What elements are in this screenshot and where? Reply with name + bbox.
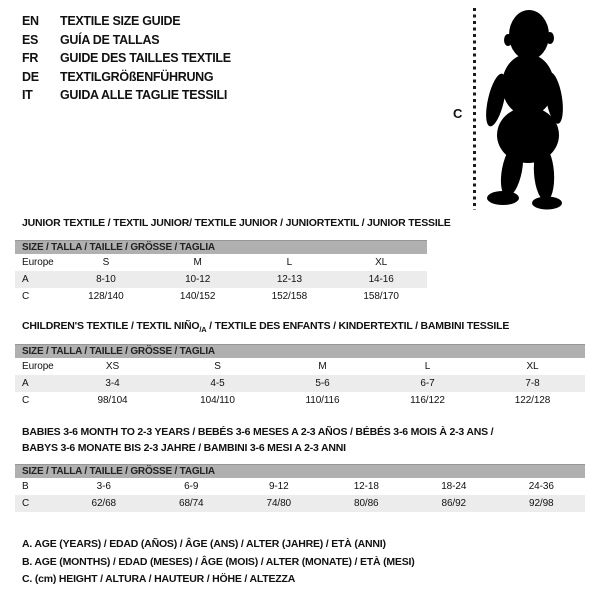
table-row	[15, 254, 427, 271]
row-label: Europe	[22, 257, 54, 268]
size-cell: XS	[105, 361, 120, 372]
title-line: BABIES 3-6 MONTH TO 2-3 YEARS / BEBÉS 3-6 MESES A 2-3 AÑOS / BÉBÉS 3-6 MOIS À 2-3 ANS /	[22, 426, 494, 438]
size-cell: 158/170	[363, 291, 399, 302]
language-row	[22, 68, 231, 87]
junior-table-title: JUNIOR TEXTILE / TEXTIL JUNIOR/ TEXTILE JUNIOR / JUNIORTEXTIL / JUNIOR TESSILE	[22, 217, 451, 229]
babies-size-table	[15, 464, 585, 512]
footnote-height: C. (cm) HEIGHT / ALTURA / HAUTEUR / HÖHE / ALTEZZA	[22, 573, 296, 585]
size-cell: XL	[526, 361, 539, 372]
language-row	[22, 31, 231, 50]
language-row	[22, 12, 231, 31]
table-row	[15, 288, 427, 305]
language-code: EN	[22, 14, 39, 28]
row-label: C	[22, 498, 30, 509]
language-code: DE	[22, 69, 39, 84]
language-title: TEXTILE SIZE GUIDE	[60, 14, 181, 28]
title-subscript: /A	[199, 325, 207, 335]
language-code: IT	[22, 88, 33, 102]
size-cell: 80/86	[353, 498, 379, 509]
childrens-table-title	[22, 319, 509, 338]
table-row	[15, 375, 585, 392]
height-measure-dashed-line	[473, 8, 476, 210]
size-header-bar: SIZE / TALLA / TAILLE / GRÖSSE / TAGLIA	[15, 240, 427, 254]
babies-table-title	[22, 425, 493, 456]
row-label: C	[22, 291, 30, 302]
table-row	[15, 392, 585, 409]
row-label: A	[22, 274, 29, 285]
size-cell: 7-8	[525, 378, 540, 389]
title-text: / TEXTILE DES ENFANTS / KINDERTEXTIL / BAMBINI TESSILE	[206, 320, 510, 332]
size-cell: 92/98	[528, 498, 554, 509]
row-label: C	[22, 395, 30, 406]
language-title: GUIDE DES TAILLES TEXTILE	[60, 51, 231, 65]
size-cell: M	[318, 361, 327, 372]
language-row	[22, 86, 231, 105]
size-cell: 68/74	[178, 498, 204, 509]
size-cell: 14-16	[368, 274, 394, 285]
size-cell: 128/140	[88, 291, 124, 302]
row-label: B	[22, 481, 29, 492]
table-row	[15, 495, 585, 512]
size-cell: 24-36	[528, 481, 554, 492]
footnote-age-months: B. AGE (MONTHS) / EDAD (MESES) / ÂGE (MOIS) / ALTER (MONATE) / ETÀ (MESI)	[22, 555, 415, 568]
footnote-age-years: A. AGE (YEARS) / EDAD (AÑOS) / ÂGE (ANS) / ALTER (JAHRE) / ETÀ (ANNI)	[22, 538, 386, 550]
size-cell: 9-12	[268, 481, 289, 492]
size-cell: 122/128	[514, 395, 551, 406]
size-cell: 5-6	[315, 378, 330, 389]
table-row	[15, 358, 585, 375]
language-code: FR	[22, 51, 39, 65]
legend-footnotes	[22, 536, 415, 589]
size-cell: 152/158	[271, 291, 308, 302]
size-cell: 3-6	[96, 481, 111, 492]
size-header-bar: SIZE / TALLA / TAILLE / GRÖSSE / TAGLIA	[15, 344, 585, 358]
title-text: CHILDREN'S TEXTILE / TEXTIL NIÑO	[22, 320, 200, 332]
size-cell: S	[102, 257, 110, 268]
baby-silhouette-icon	[479, 8, 575, 212]
size-cell: 12-18	[353, 481, 379, 492]
size-cell: 86/92	[441, 498, 467, 509]
size-cell: 62/68	[91, 498, 117, 509]
title-line: BABYS 3-6 MONATE BIS 2-3 JAHRE / BAMBINI 3-6 MESI A 2-3 ANNI	[22, 441, 346, 454]
size-cell: M	[193, 257, 202, 268]
size-cell: 110/116	[305, 395, 340, 406]
size-cell: 10-12	[185, 274, 211, 285]
language-title: GUIDA ALLE TAGLIE TESSILI	[60, 88, 228, 102]
height-measure-label: C	[453, 106, 463, 121]
language-code: ES	[22, 32, 39, 47]
language-title-list	[22, 12, 231, 105]
size-cell: 12-13	[276, 274, 302, 285]
language-title: GUÍA DE TALLAS	[60, 32, 160, 47]
row-label: Europe	[22, 361, 54, 372]
language-title: TEXTILGRÖßENFÜHRUNG	[60, 69, 214, 84]
language-row	[22, 49, 231, 68]
size-cell: 8-10	[96, 274, 116, 285]
size-cell: S	[214, 361, 221, 372]
size-cell: 98/104	[97, 395, 128, 406]
size-cell: 6-9	[184, 481, 199, 492]
size-cell: 104/110	[200, 395, 235, 406]
junior-size-table	[15, 240, 427, 305]
size-cell: 74/80	[266, 498, 292, 509]
size-cell: XL	[375, 257, 388, 268]
size-cell: 140/152	[179, 291, 216, 302]
size-cell: L	[424, 361, 431, 372]
row-label: A	[22, 378, 29, 389]
size-cell: 6-7	[420, 378, 435, 389]
size-cell: 116/122	[410, 395, 445, 406]
size-header-bar: SIZE / TALLA / TAILLE / GRÖSSE / TAGLIA	[15, 464, 585, 478]
childrens-size-table	[15, 344, 585, 409]
table-row	[15, 271, 427, 288]
size-cell: L	[286, 257, 293, 268]
size-cell: 18-24	[441, 481, 467, 492]
size-cell: 3-4	[105, 378, 120, 389]
size-cell: 4-5	[210, 378, 225, 389]
table-row	[15, 478, 585, 495]
